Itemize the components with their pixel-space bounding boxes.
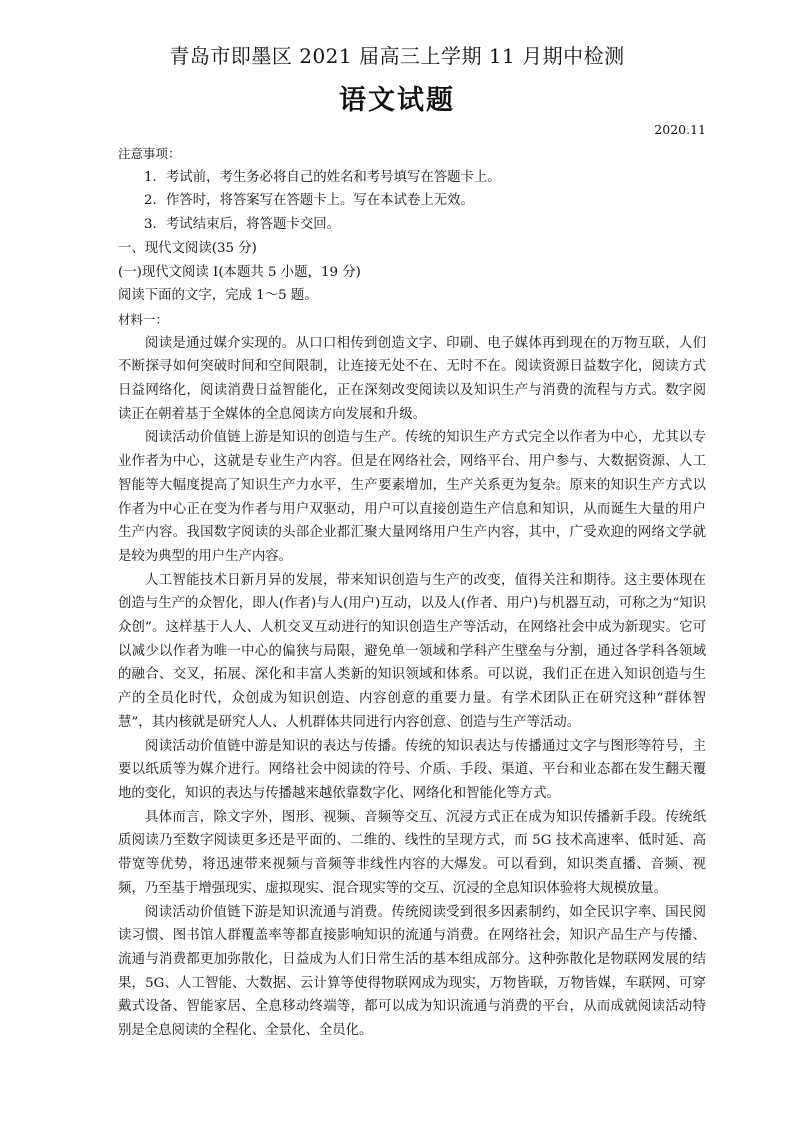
notice-heading: 注意事项：	[118, 146, 181, 161]
exam-body	[118, 142, 706, 1043]
section-subtitle: (一)现代文阅读 I(本题共 5 小题，19 分)	[118, 264, 361, 280]
section-title: 一、现代文阅读(35 分)	[118, 240, 257, 256]
material-paragraph: 具体而言，除文字外，图形、视频、音频等交互、沉浸方式正在成为知识传播新手段。传统纸质阅读乃至数字阅读更多还是平面的、二维的、线性的呈现方式，而 5G 技术高速率、低时延、高带宽等优势，将迅速带来视频与音频等非线性内容的大爆发。可以看到，知识类直播、音频、视频，乃至基于增强现实、虚拟现实、混合现实等的交互、沉浸的全息知识体验将大规模放量。	[118, 809, 706, 896]
material-paragraph: 阅读活动价值链下游是知识流通与消费。传统阅读受到很多因素制约，如全民识字率、国民阅读习惯、图书馆人群覆盖率等都直接影响知识的流通与消费。在网络社会，知识产品生产与传播、流通与消费都更加弥散化，日益成为人们日常生活的基本组成部分。这种弥散化是物联网发展的结果，5G、人工智能、大数据、云计算等使得物联网成为现实，万物皆联，万物皆媒，车联网、可穿戴式设备、智能家居、全息移动终端等，都可以成为知识流通与消费的平台，从而成就阅读活动特别是全息阅读的全程化、全景化、全员化。	[118, 904, 706, 1039]
reading-instruction: 阅读下面的文字，完成 1～5 题。	[118, 288, 318, 304]
notice-item: 3．考试结束后，将答题卡交回。	[144, 217, 340, 233]
material-label: 材料一：	[118, 311, 169, 327]
exam-date: 2020.11	[654, 122, 706, 137]
material-paragraph: 阅读活动价值链中游是知识的表达与传播。传统的知识表达与传播通过文字与图形等符号，主要以纸质等为媒介进行。网络社会中阅读的符号、介质、手段、渠道、平台和业态都在发生翻天覆地的变化，知识的表达与传播越来越依靠数字化、网络化和智能化等方式。	[118, 738, 706, 801]
notice-item: 2．作答时，将答案写在答题卡上。写在本试卷上无效。	[144, 193, 474, 209]
exam-title: 青岛市即墨区 2021 届高三上学期 11 月期中检测	[169, 44, 625, 68]
material-paragraph: 人工智能技术日新月异的发展，带来知识创造与生产的改变，值得关注和期待。这主要体现在创造与生产的众智化，即人(作者)与人(用户)互动，以及人(作者、用户)与机器互动，可称之为“知识众创”。这样基于人人、人机交叉互动进行的知识创造生产等活动，在网络社会中成为新现实。它可以减少以作者为唯一中心的偏狭与局限，避免单一领域和学科产生壁垒与分割，通过各学科各领域的融合、交叉，拓展、深化和丰富人类新的知识领域和体系。可以说，我们正在进入知识创造与生产的全员化时代，众创成为知识创造、内容创意的重要力量。有学术团队正在研究这种“群体智慧”，其内核就是研究人人、人机群体共同进行内容创意、创造与生产等活动。	[118, 572, 706, 730]
subject-title: 语文试题	[339, 85, 455, 116]
material-paragraph: 阅读是通过媒介实现的。从口口相传到创造文字、印刷、电子媒体再到现在的万物互联，人们不断探寻如何突破时间和空间限制，让连接无处不在、无时不在。阅读资源日益数字化，阅读方式日益网络化，阅读消费日益智能化，正在深刻改变阅读以及知识生产与消费的流程与方式。数字阅读正在朝着基于全媒体的全息阅读方向发展和升级。	[118, 335, 706, 422]
notice-item: 1．考试前，考生务必将自己的姓名和考号填写在答题卡上。	[144, 169, 501, 185]
material-paragraph: 阅读活动价值链上游是知识的创造与生产。传统的知识生产方式完全以作者为中心，尤其以专业作者为中心，这就是专业生产内容。但是在网络社会，网络平台、用户参与、大数据资源、人工智能等大幅度提高了知识生产力水平，生产要素增加，生产关系更为复杂。原来的知识生产方式以作者为中心正在变为作者与用户双驱动，用户可以直接创造生产信息和知识，从而诞生大量的用户生产内容。我国数字阅读的头部企业都汇聚大量网络用户生产内容，其中，广受欢迎的网络文学就是较为典型的用户生产内容。	[118, 430, 706, 564]
